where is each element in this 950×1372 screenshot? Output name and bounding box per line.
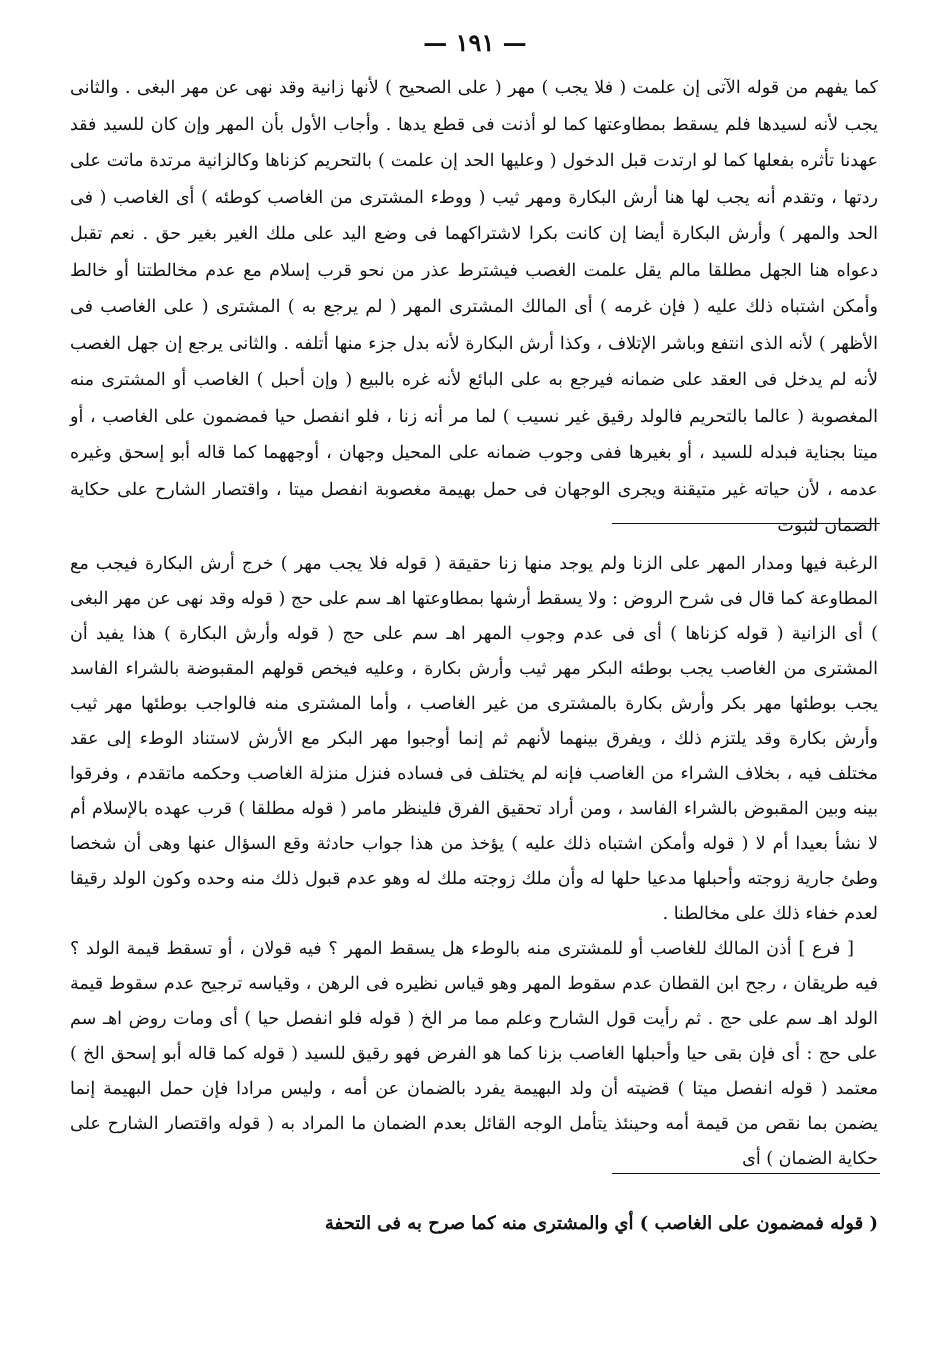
commentary-text	[70, 547, 878, 1177]
footnote: ( قوله فمضمون على الغاصب ) أي والمشترى منه كما صرح به فى التحفة	[324, 1213, 878, 1234]
commentary-paragraph-2: [ فرع ] أذن المالك للغاصب أو للمشترى منه بالوطء هل يسقط المهر ؟ فيه قولان ، أو تسقط قيمة الولد ؟ فيه طريقان ، رجح ابن القطان عدم سقوط المهر وهو قياس نظيره فى الرهن ، وقياسه ترجيح عدم سقوط قيمة الولد اهـ سم على حج . ثم رأيت قول الشارح وعلم مما مر الخ ( قوله فلو انفصل حيا ) أى ومات روض اهـ سم على حج : أى فإن بقى حيا وأحبلها الغاصب بزنا كما هو الفرض فهو رقيق للسيد ( قوله كما قاله أبو إسحق الخ ) معتمد ( قوله انفصل ميتا ) قضيته أن ولد البهيمة يفرد بالضمان عن أمه ، وليس مرادا فإن حمل البهيمة إنما يضمن بما نقص من قيمة أمه وحينئذ يتأمل الوجه القائل بعدم الضمان ما المراد به ( قوله واقتصار الشارح على حكاية الضمان ) أى	[70, 939, 878, 1169]
separator-rule	[612, 523, 880, 524]
page-number: — ١٩١ —	[423, 28, 527, 57]
commentary-paragraph-1: الرغبة فيها ومدار المهر على الزنا ولم يوجد منها زنا حقيقة ( قوله فلا يجب مهر ) خرج أرش البكارة فيجب مع المطاوعة كما قال فى شرح الروض : ولا يسقط أرشها بمطاوعتها اهـ سم على حج ( قوله وقد نهى عن مهر البغى ) أى الزانية ( قوله كزناها ) أى فى عدم وجوب المهر اهـ سم على حج ( قوله وأرش البكارة ) هذا يفيد أن المشترى من الغاصب يجب بوطئه البكر مهر ثيب وأرش بكارة ، وعليه فيخص قولهم المقبوضة بالشراء الفاسد يجب بوطئها مهر بكر وأرش بكارة بالمشترى من غير الغاصب ، وأما المشترى منه فالواجب بوطئها مهر ثيب وأرش بكارة وقد يلتزم ذلك ، ويفرق بينهما لأنهم ثم إنما أوجبوا مهر البكر مع الأرش لاستناد الوطء إلى عقد مختلف فيه ، بخلاف الشراء من الغاصب فإنه لم يختلف فى فساده فنزل منزلة الغاصب وحكمه ماتقدم ، وفرقوا بينه وبين المقبوض بالشراء الفاسد ، ومن أراد تحقيق الفرق فلينظر مامر ( قوله مطلقا ) قرب عهده بالإسلام أم لا نشأ بعيدا أم لا ( قوله وأمكن اشتباه ذلك عليه ) يؤخذ من هذا جواب حادثة وقع السؤال عنها وهى أن شخصا وطئ جارية زوجته وأحبلها مدعيا حلها له وأن ملك زوجته ملك له وهو عدم قبول ذلك منه وحده وكون الولد رقيقا لعدم خفاء ذلك على مخالطنا .	[70, 554, 878, 924]
main-paragraph: كما يفهم من قوله الآتى إن علمت ( فلا يجب ) مهر ( على الصحيح ) لأنها زانية وقد نهى عن مهر البغى . والثانى يجب لأنه لسيدها فلم يسقط بمطاوعتها كما لو أذنت فى قطع يدها . وأجاب الأول بأن المهر وإن كان للسيد فقد عهدنا تأثره بفعلها كما لو ارتدت قبل الدخول ( وعليها الحد إن علمت ) بالتحريم كزناها وكالزانية مرتدة ماتت على ردتها ، وتقدم أنه يجب لها هنا أرش البكارة ومهر ثيب ( ووطء المشترى من الغاصب كوطئه ) أى الغاصب ( فى الحد والمهر ) وأرش البكارة أيضا إن كانت بكرا لاشتراكهما فى وضع اليد على ملك الغير بغير حق . نعم تقبل دعواه هنا الجهل مطلقا مالم يقل علمت الغصب فيشترط عذر من نحو قرب إسلام مع عدم مخالطتنا أو خالط وأمكن اشتباه ذلك عليه ( فإن غرمه ) أى المالك المشترى المهر ( لم يرجع به ) المشترى ( على الغاصب فى الأظهر ) لأنه الذى انتفع وباشر الإتلاف ، وكذا أرش البكارة لأنه بدل جزء منها أتلفه . والثانى يرجع إن جهل الغصب لأنه لم يدخل فى العقد على ضمانه فيرجع به على البائع لأنه غره بالبيع ( وإن أحبل ) الغاصب أو المشترى منه المغصوبة ( عالما بالتحريم فالولد رقيق غير نسيب ) لما مر أنه زنا ، فلو انفصل حيا فمضمون على الغاصب ، أو ميتا بجناية فبدله للسيد ، أو بغيرها ففى وجوب ضمانه على المحيل وجهان ، أوجههما كما قاله أبو إسحق وغيره عدمه ، لأن حياته غير متيقنة ويجرى الوجهان فى حمل بهيمة مغصوبة انفصل ميتا ، واقتصار الشارح على حكاية الضمان لثبوت	[70, 78, 878, 536]
main-text	[70, 70, 878, 545]
footnote-separator-rule	[612, 1173, 880, 1174]
